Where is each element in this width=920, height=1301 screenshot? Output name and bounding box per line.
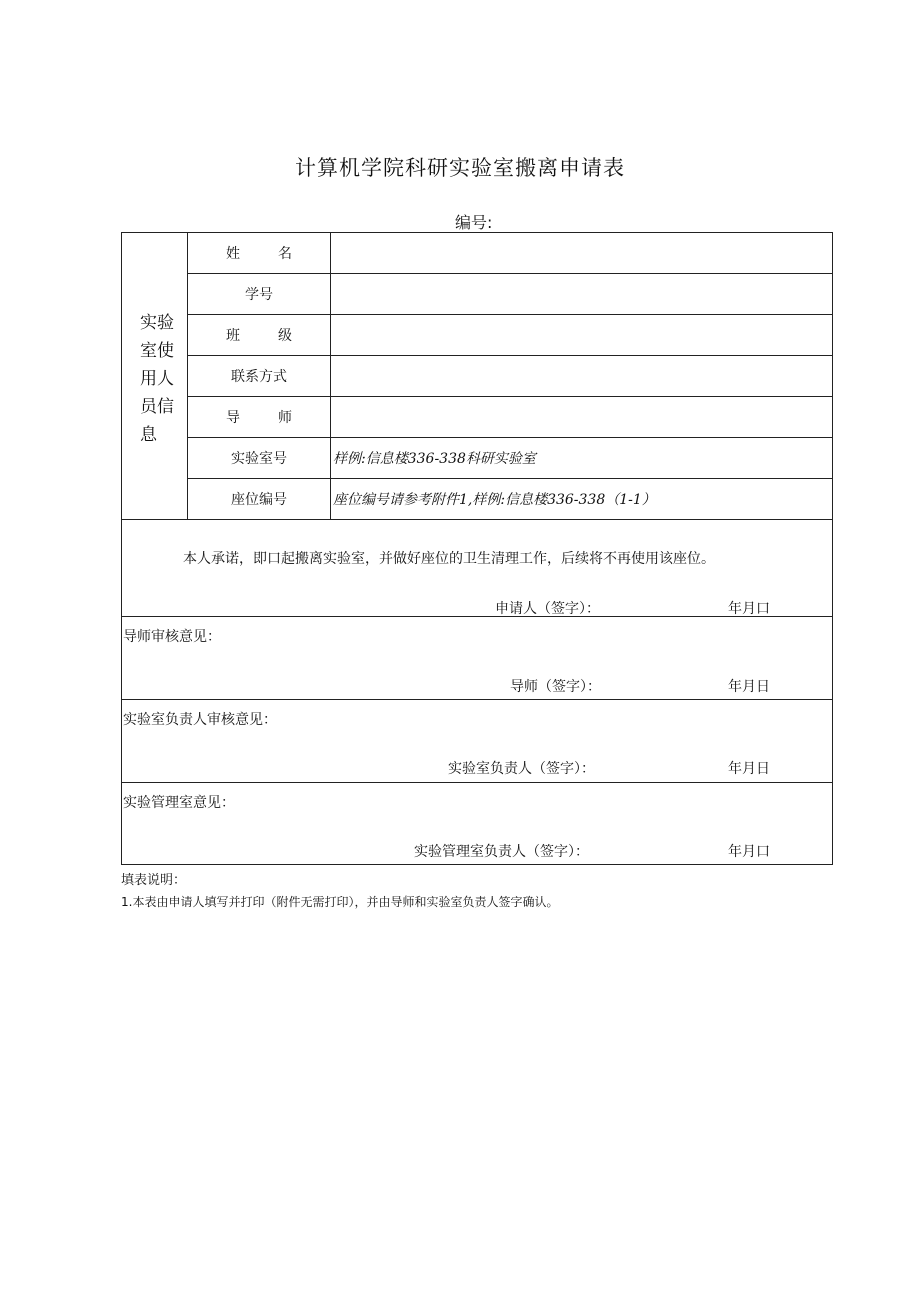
commitment-text: 本人承诺，即口起搬离实验室，并做好座位的卫生清理工作，后续将不再使用该座位。 bbox=[183, 551, 715, 567]
student-id-field[interactable] bbox=[333, 274, 831, 314]
notes-heading: 填表说明： bbox=[121, 873, 187, 888]
lab-number-field[interactable]: 样例:信息楼336-338科研实验室 bbox=[333, 451, 536, 467]
form-number-label: 编号: bbox=[455, 213, 493, 232]
advisor-label: 导师 bbox=[226, 410, 330, 426]
student-id-label: 学号 bbox=[245, 287, 273, 303]
section-divider bbox=[121, 616, 833, 617]
advisor-signature-label: 导师（签字）： bbox=[510, 679, 601, 695]
section-divider bbox=[121, 699, 833, 700]
applicant-signature-label: 申请人（签字）： bbox=[495, 601, 600, 617]
contact-field[interactable] bbox=[333, 356, 831, 396]
lab-head-signature-label: 实验室负责人（签字）： bbox=[448, 761, 595, 777]
advisor-date: 年月日 bbox=[728, 679, 770, 695]
form-title: 计算机学院科研实验室搬离申请表 bbox=[295, 156, 625, 180]
section-divider bbox=[121, 519, 833, 520]
section-divider bbox=[121, 782, 833, 783]
label-divider bbox=[330, 232, 331, 520]
lab-admin-signature-label: 实验管理室负责人（签字）： bbox=[414, 844, 589, 860]
advisor-review-heading: 导师审核意见： bbox=[123, 629, 221, 645]
advisor-field[interactable] bbox=[333, 397, 831, 437]
contact-label: 联系方式 bbox=[231, 369, 287, 385]
notes-item: 1.本表由申请人填写并打印（附件无需打印），并由导师和实验室负责人签字确认。 bbox=[121, 895, 559, 909]
class-label: 班级 bbox=[226, 328, 330, 344]
lab-head-date: 年月日 bbox=[728, 761, 770, 777]
lab-admin-date: 年月口 bbox=[728, 844, 770, 860]
name-label: 姓名 bbox=[226, 246, 330, 262]
lab-head-review-heading: 实验室负责人审核意见： bbox=[123, 712, 277, 728]
lab-admin-review-heading: 实验管理室意见： bbox=[123, 795, 235, 811]
class-field[interactable] bbox=[333, 315, 831, 355]
name-field[interactable] bbox=[333, 233, 831, 273]
seat-number-field[interactable]: 座位编号请参考附件1,样例:信息楼336-338（1-1） bbox=[333, 492, 656, 508]
seat-number-label: 座位编号 bbox=[231, 492, 287, 508]
user-info-group-label: 实验室使用人员信息 bbox=[140, 313, 174, 445]
lab-number-label: 实验室号 bbox=[231, 451, 287, 467]
applicant-date: 年月口 bbox=[728, 601, 770, 617]
